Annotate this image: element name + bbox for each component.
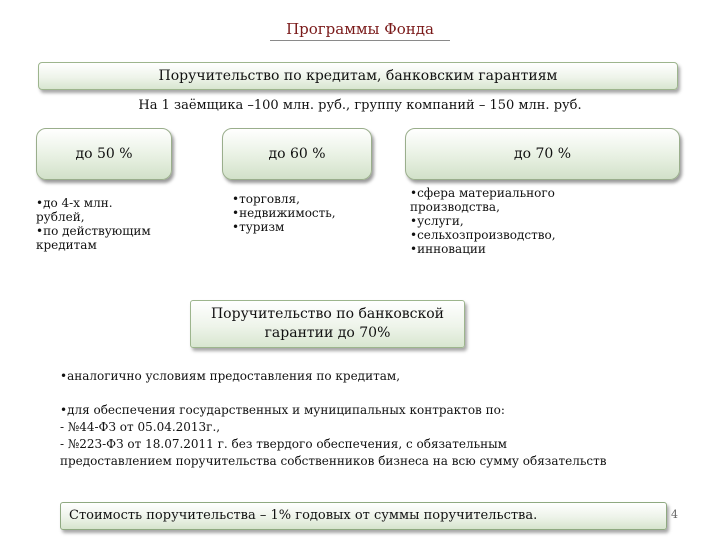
list-item: •сфера материального <box>410 186 555 200</box>
tier-50-pill: до 50 % <box>36 128 172 180</box>
tier-70-list <box>410 186 610 256</box>
list-item: •туризм <box>232 220 285 234</box>
list-item: производства, <box>410 200 500 214</box>
paragraph-line: предоставлением поручительства собственников бизнеса на всю сумму обязательств <box>60 454 607 468</box>
title-underline <box>270 40 450 41</box>
tier-60-list <box>232 192 382 234</box>
guarantee-banner-line-1: Поручительство по банковской <box>210 306 445 322</box>
tier-60-pill: до 60 % <box>222 128 372 180</box>
paragraph-line: •для обеспечения государственных и муниципальных контрактов по: <box>60 403 505 417</box>
cost-footer: Стоимость поручительства – 1% годовых от суммы поручительства. <box>60 502 667 530</box>
slide-title: Программы Фонда <box>286 20 434 38</box>
paragraph-line: - №44-ФЗ от 05.04.2013г., <box>60 420 221 434</box>
guarantee-condition-2 <box>60 402 680 470</box>
list-item: •услуги, <box>410 214 464 228</box>
list-item: •недвижимость, <box>232 206 336 220</box>
main-banner: Поручительство по кредитам, банковским гарантиям <box>38 62 678 90</box>
list-item: •до 4-х млн. <box>36 196 113 210</box>
guarantee-banner <box>190 300 465 348</box>
limit-subtitle: На 1 заёмщика –100 млн. руб., группу компаний – 150 млн. руб. <box>138 98 582 113</box>
list-item: •по действующим <box>36 224 151 238</box>
list-item: •торговля, <box>232 192 300 206</box>
list-item: кредитам <box>36 238 97 252</box>
guarantee-banner-line-2: гарантии до 70% <box>264 325 391 341</box>
paragraph-line: - №223-ФЗ от 18.07.2011 г. без твердого обеспечения, с обязательным <box>60 437 507 451</box>
page-number: 4 <box>671 508 678 521</box>
list-item: •сельхозпроизводство, <box>410 228 556 242</box>
guarantee-condition-1: •аналогично условиям предоставления по кредитам, <box>60 369 401 383</box>
list-item: •инновации <box>410 242 486 256</box>
tier-70-pill: до 70 % <box>405 128 680 180</box>
list-item: рублей, <box>36 210 85 224</box>
tier-50-list <box>36 196 186 252</box>
